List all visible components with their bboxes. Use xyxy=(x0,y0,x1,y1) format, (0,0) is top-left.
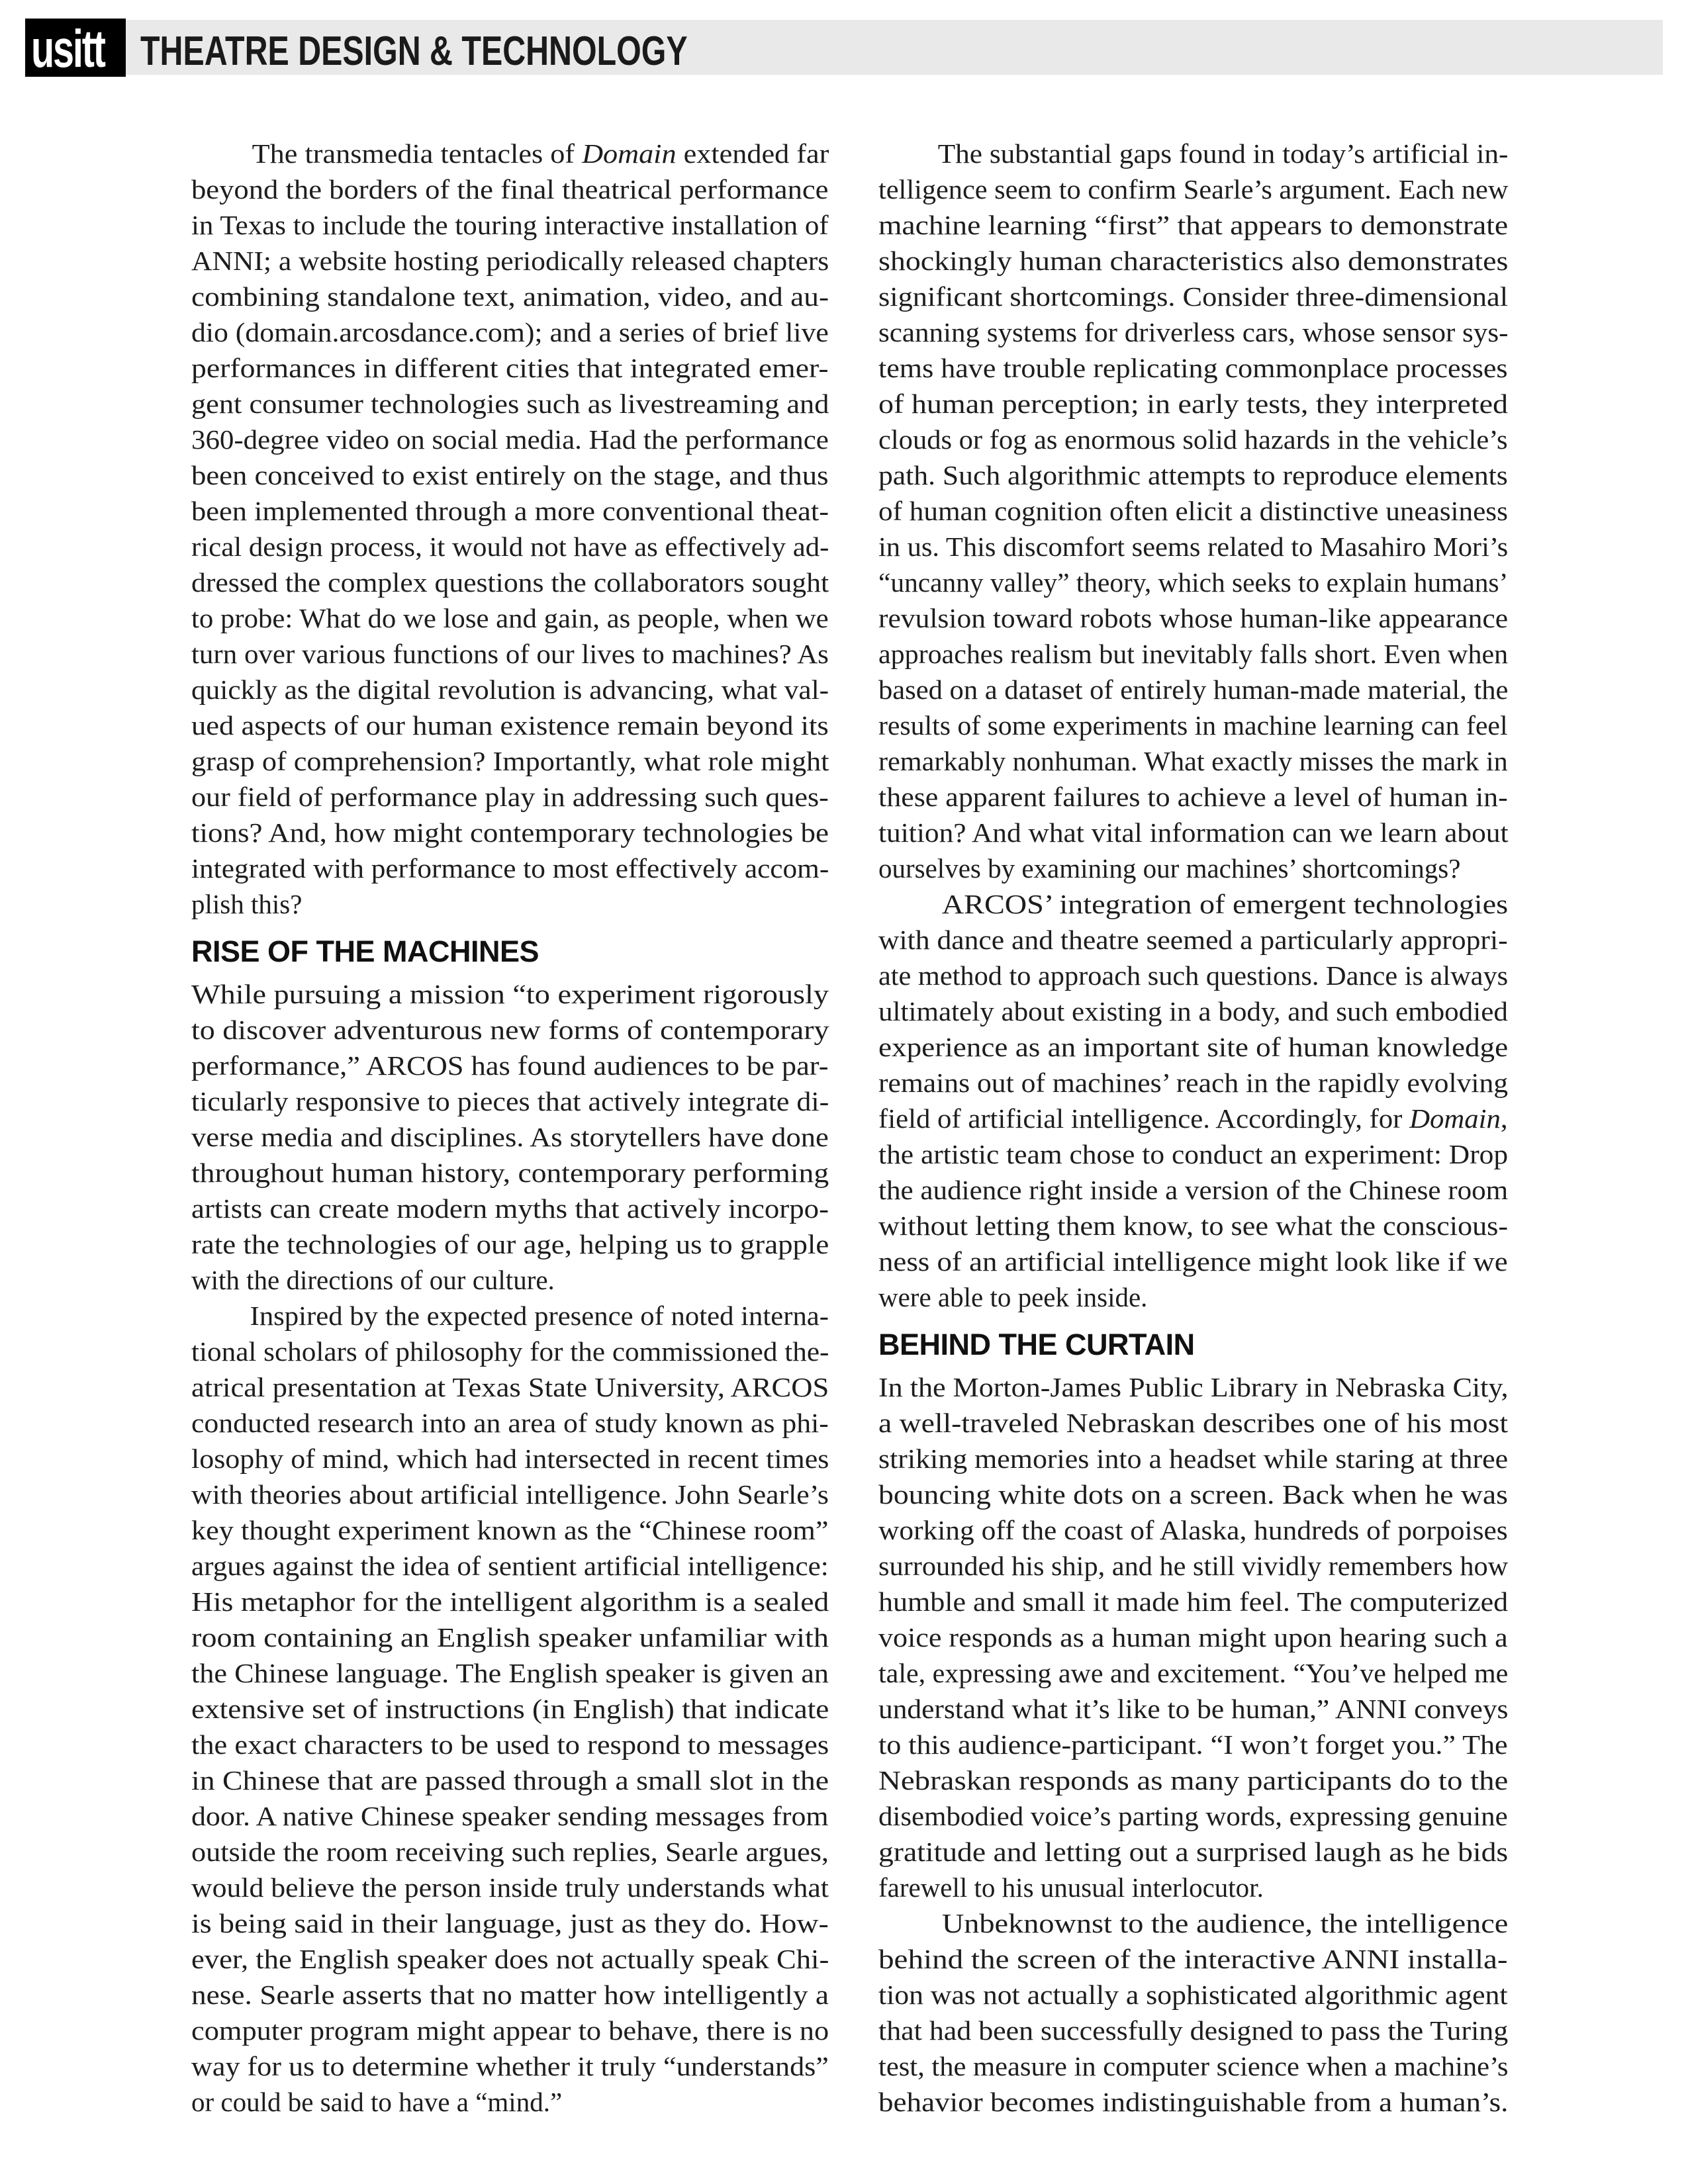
text-line: turn over various functions of our lives to machines? As xyxy=(191,639,829,669)
text-line: outside the room receiving such replies, Searle argues, xyxy=(191,1837,829,1867)
text-line: tional scholars of philosophy for the commissioned the- xyxy=(191,1336,829,1367)
text-line: machine learning “first” that appears to demonstrate xyxy=(878,210,1509,240)
text-line: in us. This discomfort seems related to Masahiro Mori’s xyxy=(878,531,1509,562)
text-line: beyond the borders of the final theatrical performance xyxy=(191,174,829,205)
paragraph xyxy=(878,136,1508,886)
text-line: with theories about artificial intelligence. John Searle’s xyxy=(191,1479,829,1510)
text-line: bouncing white dots on a screen. Back when he was xyxy=(878,1479,1508,1510)
text-line: significant shortcomings. Consider three-dimensional xyxy=(878,281,1509,312)
text-line: shockingly human characteristics also demonstrates xyxy=(878,246,1509,276)
text-line: farewell to his unusual interlocutor. xyxy=(878,1872,1264,1903)
text-line: remarkably nonhuman. What exactly misses the mark in xyxy=(878,746,1508,776)
paragraph xyxy=(191,976,829,1298)
text-line: plish this? xyxy=(191,889,303,919)
text-line: ultimately about existing in a body, and such embodied xyxy=(878,996,1508,1026)
text-line: that had been successfully designed to pass the Turing xyxy=(878,2015,1509,2046)
section-heading: RISE OF THE MACHINES xyxy=(191,934,539,968)
text-line: door. A native Chinese speaker sending messages from xyxy=(191,1801,829,1831)
text-line: conducted research into an area of study known as phi- xyxy=(191,1408,829,1438)
text-line: of human cognition often elicit a distinctive uneasiness xyxy=(878,496,1508,526)
text-line: remains out of machines’ reach in the rapidly evolving xyxy=(878,1068,1509,1098)
text-line: combining standalone text, animation, video, and au- xyxy=(191,281,829,312)
text-line: In the Morton-James Public Library in Nebraska City, xyxy=(878,1372,1509,1402)
text-line: throughout human history, contemporary performing xyxy=(191,1158,829,1188)
text-line: ourselves by examining our machines’ shortcomings? xyxy=(878,853,1461,884)
text-line: computer program might appear to behave, there is no xyxy=(191,2015,829,2046)
text-line: experience as an important site of human knowledge xyxy=(878,1032,1509,1062)
text-line: or could be said to have a “mind.” xyxy=(191,2087,563,2117)
text-line: His metaphor for the intelligent algorithm is a sealed xyxy=(191,1586,829,1617)
text-line: a well-traveled Nebraskan describes one of his most xyxy=(878,1408,1509,1438)
text-line: in Chinese that are passed through a small slot in the xyxy=(191,1765,829,1796)
text-line: artists can create modern myths that actively incorpo- xyxy=(191,1193,829,1224)
text-line: the artistic team chose to conduct an experiment: Drop xyxy=(878,1139,1509,1169)
text-line: dressed the complex questions the collaborators sought xyxy=(191,567,829,598)
text-line: Inspired by the expected presence of noted interna- xyxy=(250,1300,829,1331)
text-line: in Texas to include the touring interactive installation of xyxy=(191,210,829,240)
article-column-1 xyxy=(191,136,829,2120)
text-line: clouds or fog as enormous solid hazards in the vehicle’s xyxy=(878,424,1508,455)
text-line: of human perception; in early tests, they interpreted xyxy=(878,388,1509,419)
text-line: would believe the person inside truly understands what xyxy=(191,1872,829,1903)
paragraph xyxy=(191,136,829,922)
text-line: approaches realism but inevitably falls short. Even when xyxy=(878,639,1509,669)
text-line: integrated with performance to most effectively accom- xyxy=(191,853,829,884)
text-line: test, the measure in computer science when a machine’s xyxy=(878,2051,1509,2081)
magazine-title: THEATRE DESIGN & TECHNOLOGY xyxy=(140,28,688,74)
text-line: atrical presentation at Texas State University, ARCOS xyxy=(191,1372,829,1402)
text-line: way for us to determine whether it truly “understands” xyxy=(191,2051,829,2081)
text-line: nese. Searle asserts that no matter how intelligently a xyxy=(191,1979,829,2010)
text-line: verse media and disciplines. As storytellers have done xyxy=(191,1122,829,1152)
text-line: rate the technologies of our age, helping us to grapple xyxy=(191,1229,829,1259)
text-line: our field of performance play in addressing such ques- xyxy=(191,782,829,812)
text-line: humble and small it made him feel. The computerized xyxy=(878,1586,1509,1617)
text-line: revulsion toward robots whose human-like appearance xyxy=(878,603,1509,633)
text-line: 360-degree video on social media. Had the performance xyxy=(191,424,829,455)
text-line: losophy of mind, which had intersected in recent times xyxy=(191,1443,829,1474)
article-column-2 xyxy=(878,136,1508,2120)
text-line: results of some experiments in machine learning can feel xyxy=(878,710,1508,741)
text-line: Nebraskan responds as many participants do to the xyxy=(878,1765,1509,1796)
text-line: telligence seem to confirm Searle’s argument. Each new xyxy=(878,174,1509,205)
text-line: voice responds as a human might upon hearing such a xyxy=(878,1622,1508,1653)
text-line: ever, the English speaker does not actually speak Chi- xyxy=(191,1944,829,1974)
section-heading: BEHIND THE CURTAIN xyxy=(878,1328,1195,1361)
text-line: extensive set of instructions (in English) that indicate xyxy=(191,1694,829,1724)
text-line: key thought experiment known as the “Chinese room” xyxy=(191,1515,829,1545)
text-line: While pursuing a mission “to experiment rigorously xyxy=(191,979,829,1009)
text-line: the audience right inside a version of the Chinese room xyxy=(878,1175,1509,1205)
text-line: to discover adventurous new forms of contemporary xyxy=(191,1015,829,1045)
text-line: the Chinese language. The English speaker is given an xyxy=(191,1658,829,1688)
text-line: tale, expressing awe and excitement. “You’ve helped me xyxy=(878,1658,1509,1688)
text-line: to probe: What do we lose and gain, as people, when we xyxy=(191,603,829,633)
text-line: ued aspects of our human existence remain beyond its xyxy=(191,710,829,741)
text-line: The substantial gaps found in today’s artificial in- xyxy=(937,138,1509,169)
text-line: ness of an artificial intelligence might look like if we xyxy=(878,1246,1508,1277)
text-line: room containing an English speaker unfamiliar with xyxy=(191,1622,829,1653)
text-line: understand what it’s like to be human,” ANNI conveys xyxy=(878,1694,1509,1724)
paragraph xyxy=(878,1369,1508,1905)
text-line: been conceived to exist entirely on the stage, and thus xyxy=(191,460,829,490)
text-line: Unbeknownst to the audience, the intelligence xyxy=(941,1908,1509,1938)
text-line: tion was not actually a sophisticated algorithmic agent xyxy=(878,1979,1508,2010)
text-line: scanning systems for driverless cars, whose sensor sys- xyxy=(878,317,1509,347)
text-line: quickly as the digital revolution is advancing, what val- xyxy=(191,674,829,705)
text-line: performance,” ARCOS has found audiences to be par- xyxy=(191,1050,829,1081)
text-line: based on a dataset of entirely human-made material, the xyxy=(878,674,1509,705)
text-line: striking memories into a headset while staring at three xyxy=(878,1443,1509,1474)
text-line: to this audience-participant. “I won’t forget you.” The xyxy=(878,1729,1508,1760)
text-line: were able to peek inside. xyxy=(878,1282,1148,1312)
text-line: grasp of comprehension? Importantly, what role might xyxy=(191,746,829,776)
text-line: ate method to approach such questions. Dance is always xyxy=(878,960,1509,991)
text-line: ANNI; a website hosting periodically released chapters xyxy=(191,246,829,276)
text-line: is being said in their language, just as they do. How- xyxy=(191,1908,829,1938)
text-line: without letting them know, to see what the conscious- xyxy=(878,1210,1509,1241)
text-line: with the directions of our culture. xyxy=(191,1265,555,1295)
text-line: working off the coast of Alaska, hundreds of porpoises xyxy=(878,1515,1508,1545)
text-line: disembodied voice’s parting words, expressing genuine xyxy=(878,1801,1508,1831)
text-line: tems have trouble replicating commonplace processes xyxy=(878,353,1508,383)
text-line: path. Such algorithmic attempts to reproduce elements xyxy=(878,460,1508,490)
text-line: The transmedia tentacles of Domain extended far xyxy=(252,138,829,169)
text-line: ARCOS’ integration of emergent technologies xyxy=(941,889,1509,919)
text-line: these apparent failures to achieve a level of human in- xyxy=(878,782,1508,812)
text-line: field of artificial intelligence. Accordingly, for Domain, xyxy=(878,1103,1508,1134)
text-line: tuition? And what vital information can we learn about xyxy=(878,817,1509,848)
text-line: tions? And, how might contemporary technologies be xyxy=(191,817,829,848)
paragraph xyxy=(878,1905,1508,2120)
text-line: surrounded his ship, and he still vividly remembers how xyxy=(878,1551,1509,1581)
text-line: with dance and theatre seemed a particularly appropri- xyxy=(878,925,1508,955)
text-line: argues against the idea of sentient artificial intelligence: xyxy=(191,1551,829,1581)
text-line: the exact characters to be used to respond to messages xyxy=(191,1729,829,1760)
text-line: rical design process, it would not have as effectively ad- xyxy=(191,531,829,562)
usitt-logo xyxy=(25,19,126,77)
text-line: been implemented through a more conventional theat- xyxy=(191,496,829,526)
text-line: “uncanny valley” theory, which seeks to explain humans’ xyxy=(878,567,1509,598)
paragraph xyxy=(878,886,1508,1315)
paragraph xyxy=(191,1298,829,2120)
text-line: gent consumer technologies such as livestreaming and xyxy=(191,388,829,419)
text-line: dio (domain.arcosdance.com); and a series of brief live xyxy=(191,317,829,347)
text-line: performances in different cities that integrated emer- xyxy=(191,353,829,383)
text-line: gratitude and letting out a surprised laugh as he bids xyxy=(878,1837,1509,1867)
text-line: behind the screen of the interactive ANNI installa- xyxy=(878,1944,1508,1974)
usitt-logo-text: usitt xyxy=(31,19,105,78)
text-line: behavior becomes indistinguishable from a human’s. xyxy=(878,2087,1509,2117)
text-line: ticularly responsive to pieces that actively integrate di- xyxy=(191,1086,829,1116)
